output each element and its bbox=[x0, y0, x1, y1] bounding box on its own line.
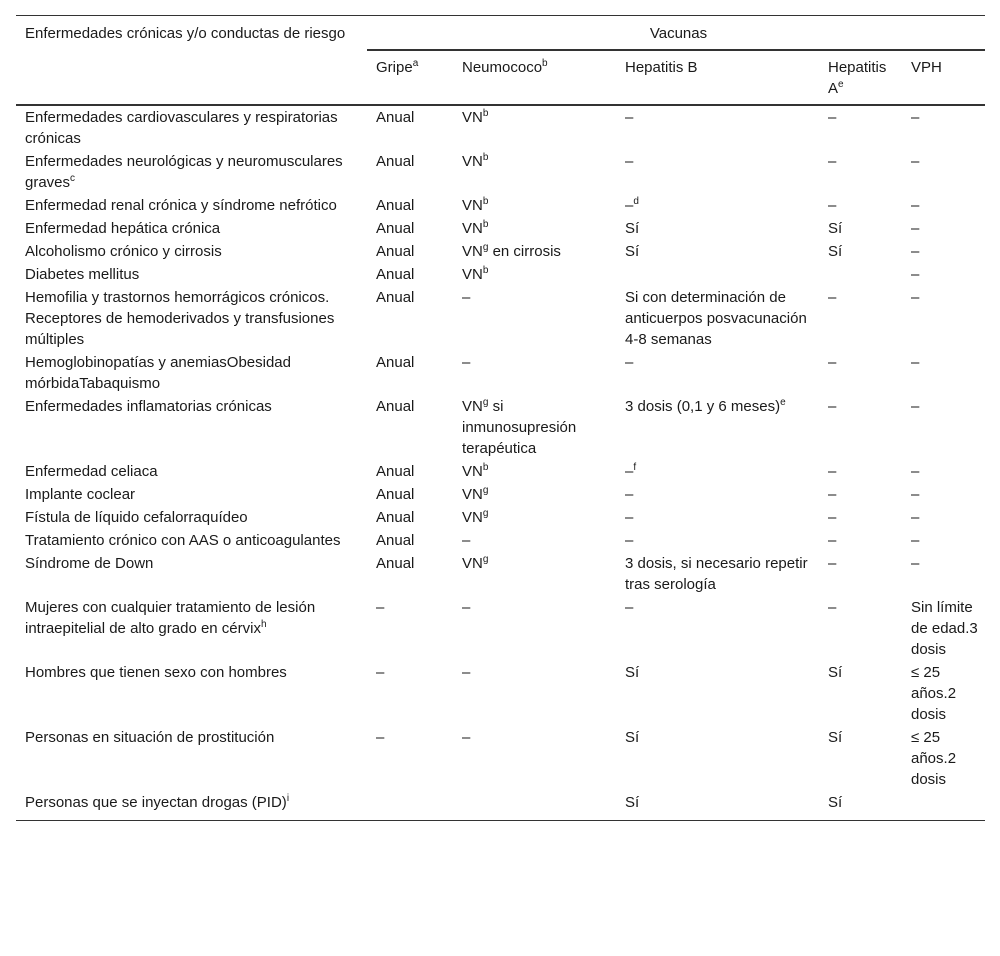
cell-gripe: Anual bbox=[376, 354, 415, 371]
table-row bbox=[16, 726, 985, 791]
cell-gripe: Anual bbox=[376, 398, 415, 415]
cell-hepatitis-b: – bbox=[625, 509, 634, 526]
cell-gripe: Anual bbox=[376, 220, 415, 237]
cell-hepatitis-a: Sí bbox=[828, 220, 843, 237]
cell-neumococo: – bbox=[462, 289, 471, 306]
cell-hepatitis-b: – bbox=[625, 532, 634, 549]
cell-hepatitis-a: Sí bbox=[828, 729, 843, 746]
cell-hepatitis-a: Sí bbox=[819, 791, 902, 821]
cell-gripe: Anual bbox=[376, 266, 415, 283]
vaccination-table bbox=[16, 15, 985, 821]
table-row bbox=[16, 529, 985, 552]
cell-neumococo: – bbox=[462, 599, 471, 616]
cell-condition: Enfermedad renal crónica y síndrome nefrótico bbox=[25, 197, 337, 214]
cell-condition: Enfermedades inflamatorias crónicas bbox=[25, 398, 272, 415]
cell-gripe: – bbox=[376, 599, 385, 616]
cell-neumococo: $VN^g$ bbox=[462, 508, 489, 526]
cell-neumococo bbox=[453, 791, 616, 821]
cell-hepatitis-a: Sí bbox=[828, 664, 843, 681]
cell-condition: Fístula de líquido cefalorraquídeo bbox=[25, 509, 248, 526]
table-row bbox=[16, 483, 985, 506]
cell-vph bbox=[902, 791, 985, 821]
cell-hepatitis-b: Sí bbox=[616, 791, 819, 821]
table-row bbox=[16, 217, 985, 240]
cell-gripe: Anual bbox=[376, 532, 415, 549]
cell-condition: Hemoglobinopatías y anemiasObesidad mórbidaTabaquismo bbox=[25, 354, 291, 392]
cell-gripe: Anual bbox=[376, 243, 415, 260]
cell-hepatitis-a: – bbox=[828, 463, 837, 480]
table-row bbox=[16, 240, 985, 263]
header-hepatitis-a: Hepatitis $A^e$ bbox=[819, 50, 902, 105]
cell-gripe: Anual bbox=[376, 289, 415, 306]
cell-vph: – bbox=[911, 509, 920, 526]
table-row bbox=[16, 460, 985, 483]
cell-hepatitis-a: – bbox=[828, 555, 837, 572]
cell-condition: Personas que se inyectan drogas (PID)$^i$ bbox=[16, 791, 367, 821]
cell-neumococo: – bbox=[462, 664, 471, 681]
table-row bbox=[16, 194, 985, 217]
cell-vph: Sin límite de edad.3 dosis bbox=[911, 599, 978, 658]
table-row bbox=[16, 506, 985, 529]
cell-vph: – bbox=[911, 109, 920, 126]
cell-hepatitis-a: – bbox=[828, 599, 837, 616]
table-row bbox=[16, 105, 985, 150]
cell-hepatitis-b: –$^d$ bbox=[625, 196, 639, 214]
cell-condition: Alcoholismo crónico y cirrosis bbox=[25, 243, 222, 260]
cell-gripe: – bbox=[376, 729, 385, 746]
cell-hepatitis-b: – bbox=[625, 109, 634, 126]
cell-neumococo: $VN^b$ bbox=[462, 108, 489, 126]
cell-gripe bbox=[367, 791, 453, 821]
cell-hepatitis-b: Sí bbox=[625, 243, 640, 260]
cell-hepatitis-a: Sí bbox=[828, 243, 843, 260]
cell-neumococo: $VN^b$ bbox=[462, 219, 489, 237]
cell-gripe: Anual bbox=[376, 197, 415, 214]
cell-hepatitis-a: – bbox=[828, 109, 837, 126]
cell-condition: Implante coclear bbox=[25, 486, 136, 503]
cell-vph: – bbox=[911, 266, 920, 283]
cell-vph: ≤ 25 años.2 dosis bbox=[911, 664, 957, 723]
table-row bbox=[16, 351, 985, 395]
cell-vph: – bbox=[911, 243, 920, 260]
cell-gripe: Anual bbox=[376, 153, 415, 170]
cell-hepatitis-a: – bbox=[828, 153, 837, 170]
cell-neumococo: $VN^g$ en cirrosis bbox=[462, 242, 561, 260]
table-row bbox=[16, 596, 985, 661]
cell-hepatitis-a: – bbox=[828, 197, 837, 214]
cell-neumococo: – bbox=[462, 354, 471, 371]
header-vph: VPH bbox=[902, 50, 985, 105]
cell-vph: – bbox=[911, 197, 920, 214]
cell-gripe: Anual bbox=[376, 109, 415, 126]
cell-hepatitis-b: – bbox=[625, 354, 634, 371]
cell-condition: Enfermedades neurológicas y neuromusculares graves$^c$ bbox=[25, 153, 343, 191]
cell-hepatitis-b: Sí bbox=[625, 729, 640, 746]
cell-vph: – bbox=[911, 354, 920, 371]
cell-vph: – bbox=[911, 398, 920, 415]
table-row bbox=[16, 263, 985, 286]
cell-hepatitis-b: Sí bbox=[625, 220, 640, 237]
header-vaccines: Vacunas bbox=[367, 16, 985, 51]
cell-vph: – bbox=[911, 153, 920, 170]
cell-neumococo: $VN^b$ bbox=[462, 462, 489, 480]
cell-condition: Personas en situación de prostitución bbox=[25, 729, 275, 746]
cell-hepatitis-b: – bbox=[625, 486, 634, 503]
header-hepatitis-b: Hepatitis B bbox=[616, 50, 819, 105]
cell-gripe: – bbox=[376, 664, 385, 681]
cell-condition: Síndrome de Down bbox=[25, 555, 154, 572]
cell-neumococo: $VN^b$ bbox=[462, 265, 489, 283]
table-row bbox=[16, 552, 985, 596]
cell-hepatitis-b: –$^f$ bbox=[625, 462, 637, 480]
cell-vph: – bbox=[911, 220, 920, 237]
cell-hepatitis-a: – bbox=[828, 486, 837, 503]
cell-vph: – bbox=[911, 463, 920, 480]
cell-gripe: Anual bbox=[376, 555, 415, 572]
cell-neumococo: – bbox=[462, 532, 471, 549]
table-row bbox=[16, 150, 985, 194]
cell-neumococo: $VN^g$ bbox=[462, 554, 489, 572]
table-row bbox=[16, 791, 985, 821]
cell-neumococo: $VN^b$ bbox=[462, 152, 489, 170]
table-row bbox=[16, 661, 985, 726]
header-condition: Enfermedades crónicas y/o conductas de riesgo bbox=[16, 16, 367, 106]
cell-vph: – bbox=[911, 289, 920, 306]
cell-hepatitis-b: 3 dosis, si necesario repetir tras serología bbox=[625, 555, 808, 593]
cell-gripe: Anual bbox=[376, 463, 415, 480]
cell-condition: Enfermedad hepática crónica bbox=[25, 220, 221, 237]
cell-hepatitis-a: – bbox=[828, 289, 837, 306]
cell-condition: Mujeres con cualquier tratamiento de lesión intraepitelial de alto grado en cérvix$^h$ bbox=[25, 599, 316, 637]
cell-condition: Diabetes mellitus bbox=[25, 266, 140, 283]
cell-condition: Hemofilia y trastornos hemorrágicos crónicos. Receptores de hemoderivados y transfusiones múltiples bbox=[25, 289, 335, 348]
table-row bbox=[16, 395, 985, 460]
cell-hepatitis-b: – bbox=[625, 599, 634, 616]
cell-gripe: Anual bbox=[376, 509, 415, 526]
cell-vph: – bbox=[911, 486, 920, 503]
cell-neumococo: – bbox=[462, 729, 471, 746]
cell-vph: ≤ 25 años.2 dosis bbox=[911, 729, 957, 788]
cell-neumococo: $VN^b$ bbox=[462, 196, 489, 214]
cell-hepatitis-b bbox=[616, 263, 819, 286]
cell-hepatitis-a: – bbox=[828, 354, 837, 371]
cell-vph: – bbox=[911, 555, 920, 572]
cell-hepatitis-a: – bbox=[828, 532, 837, 549]
cell-hepatitis-b: 3 dosis (0,1 y 6 meses)$^e$ bbox=[625, 397, 786, 415]
cell-condition: Enfermedad celiaca bbox=[25, 463, 158, 480]
header-gripe: Gripe$^a$ bbox=[367, 50, 453, 105]
header-neumococo: Neumococo$^b$ bbox=[453, 50, 616, 105]
cell-condition: Hombres que tienen sexo con hombres bbox=[25, 664, 287, 681]
cell-gripe: Anual bbox=[376, 486, 415, 503]
cell-vph: – bbox=[911, 532, 920, 549]
cell-condition: Enfermedades cardiovasculares y respiratorias crónicas bbox=[25, 109, 338, 147]
cell-condition: Tratamiento crónico con AAS o anticoagulantes bbox=[25, 532, 341, 549]
cell-neumococo: $VN^g$ bbox=[462, 485, 489, 503]
cell-hepatitis-a: – bbox=[828, 398, 837, 415]
table-row bbox=[16, 286, 985, 351]
cell-hepatitis-a: – bbox=[828, 509, 837, 526]
cell-hepatitis-a bbox=[819, 263, 902, 286]
cell-hepatitis-b: Si con determinación de anticuerpos posvacunación 4-8 semanas bbox=[625, 289, 807, 348]
cell-hepatitis-b: – bbox=[625, 153, 634, 170]
cell-neumococo: $VN^g$ si inmunosupresión terapéutica bbox=[462, 397, 577, 457]
cell-hepatitis-b: Sí bbox=[625, 664, 640, 681]
